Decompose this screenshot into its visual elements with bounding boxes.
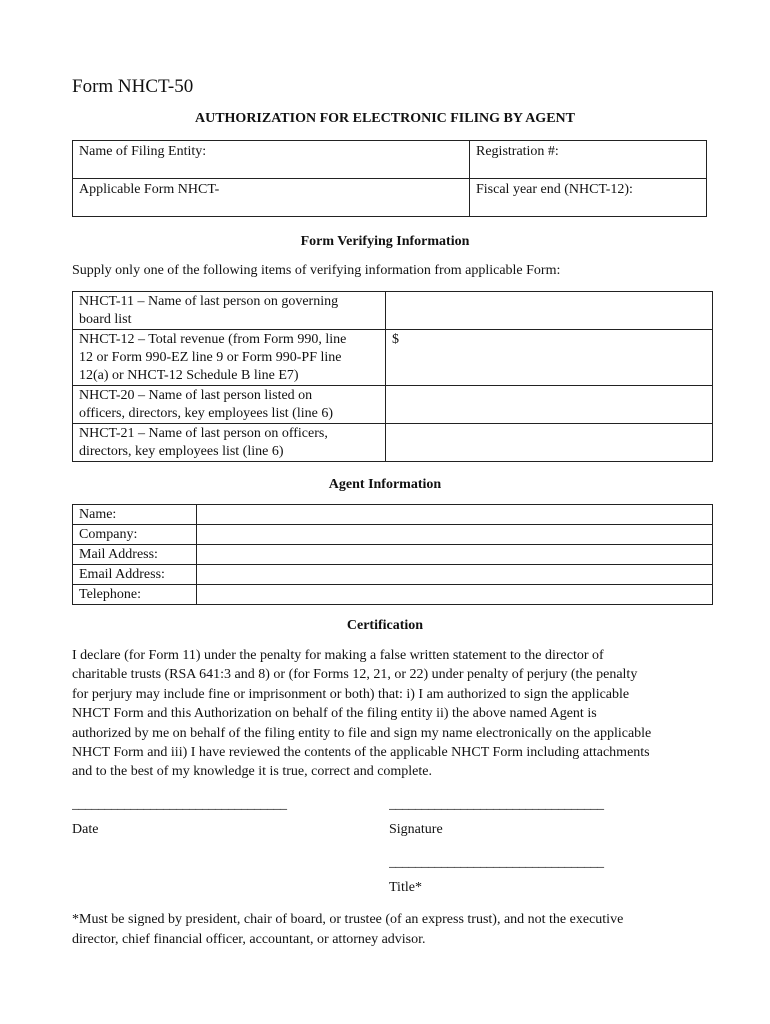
verify-value-field[interactable] <box>386 292 713 330</box>
verify-label-line: 12 or Form 990-EZ line 9 or Form 990-PF line <box>79 350 342 365</box>
verify-label-line: 12(a) or NHCT-12 Schedule B line E7) <box>79 368 299 383</box>
certification-heading: Certification <box>346 618 424 633</box>
verify-label <box>73 292 386 330</box>
agent-row <box>73 565 713 585</box>
title-label: Title* <box>389 880 422 895</box>
verify-table <box>72 291 713 462</box>
verify-label <box>73 386 386 424</box>
verify-heading: Form Verifying Information <box>300 234 470 249</box>
certification-line: I declare (for Form 11) under the penalty for making a false written statement to the director of <box>72 648 604 663</box>
certification-line: for perjury may include fine or imprisonment or both) that: i) I am authorized to sign the applicable <box>72 686 630 702</box>
certification-text <box>72 646 712 782</box>
verify-row-nhct-12 <box>73 330 713 386</box>
verify-label-line: NHCT-21 – Name of last person on officers, <box>79 426 328 441</box>
agent-table <box>72 504 713 605</box>
verify-row-nhct-11 <box>73 292 713 330</box>
verify-row-nhct-20 <box>73 386 713 424</box>
verify-label-line: NHCT-11 – Name of last person on governing <box>79 294 339 309</box>
filing-entity-name-field[interactable]: Name of Filing Entity: <box>73 141 470 179</box>
verify-label-line: directors, key employees list (line 6) <box>79 444 284 459</box>
agent-mail-address-field[interactable] <box>197 545 713 565</box>
agent-name-field[interactable] <box>197 505 713 525</box>
verify-value-field[interactable]: $ <box>386 330 713 386</box>
title-signature-line[interactable]: _________________________________ <box>389 855 604 870</box>
verify-row-nhct-21 <box>73 424 713 462</box>
agent-row <box>73 525 713 545</box>
certification-line: NHCT Form and iii) I have reviewed the contents of the applicable NHCT Form including attachments <box>72 745 650 761</box>
agent-name-label: Name: <box>73 505 197 525</box>
verify-value-field[interactable] <box>386 386 713 424</box>
form-id: Form NHCT-50 <box>72 76 194 97</box>
agent-email-label: Email Address: <box>73 565 197 585</box>
footnote-line: director, chief financial officer, accountant, or attorney advisor. <box>72 932 426 947</box>
verify-label-line: board list <box>79 312 132 327</box>
page-title: AUTHORIZATION FOR ELECTRONIC FILING BY AGENT <box>194 111 575 126</box>
agent-telephone-field[interactable] <box>197 585 713 605</box>
agent-row <box>73 585 713 605</box>
fiscal-year-end-field[interactable]: Fiscal year end (NHCT-12): <box>470 179 707 217</box>
applicable-form-field[interactable]: Applicable Form NHCT- <box>73 179 470 217</box>
date-signature-line[interactable]: _________________________________ <box>72 797 287 812</box>
agent-row <box>73 545 713 565</box>
verify-label-line: NHCT-12 – Total revenue (from Form 990, line <box>79 332 347 347</box>
agent-row <box>73 505 713 525</box>
agent-mail-address-label: Mail Address: <box>73 545 197 565</box>
certification-line: NHCT Form and this Authorization on behalf of the filing entity ii) the above named Agent is <box>72 706 597 722</box>
verify-label-line: NHCT-20 – Name of last person listed on <box>79 388 313 403</box>
certification-line: charitable trusts (RSA 641:3 and 8) or (for Forms 12, 21, or 22) under penalty of perjury (the penalty <box>72 667 638 683</box>
signature-line[interactable]: _________________________________ <box>389 797 604 812</box>
registration-number-field[interactable]: Registration #: <box>470 141 707 179</box>
verify-instruction: Supply only one of the following items of verifying information from applicable Form: <box>72 263 561 278</box>
entity-table <box>72 140 707 217</box>
verify-label-line: officers, directors, key employees list (line 6) <box>79 406 333 421</box>
verify-label <box>73 330 386 386</box>
agent-telephone-label: Telephone: <box>73 585 197 605</box>
agent-company-field[interactable] <box>197 525 713 545</box>
footnote <box>72 910 712 950</box>
verify-value-field[interactable] <box>386 424 713 462</box>
agent-company-label: Company: <box>73 525 197 545</box>
certification-line: authorized by me on behalf of the filing entity to file and sign my name electronically on the applicable <box>72 725 652 741</box>
footnote-line: *Must be signed by president, chair of board, or trustee (of an express trust), and not the executive <box>72 912 624 927</box>
agent-heading: Agent Information <box>328 477 442 492</box>
verify-label <box>73 424 386 462</box>
date-label: Date <box>72 822 99 837</box>
certification-line: and to the best of my knowledge it is true, correct and complete. <box>72 764 433 780</box>
agent-email-field[interactable] <box>197 565 713 585</box>
signature-label: Signature <box>389 822 443 837</box>
